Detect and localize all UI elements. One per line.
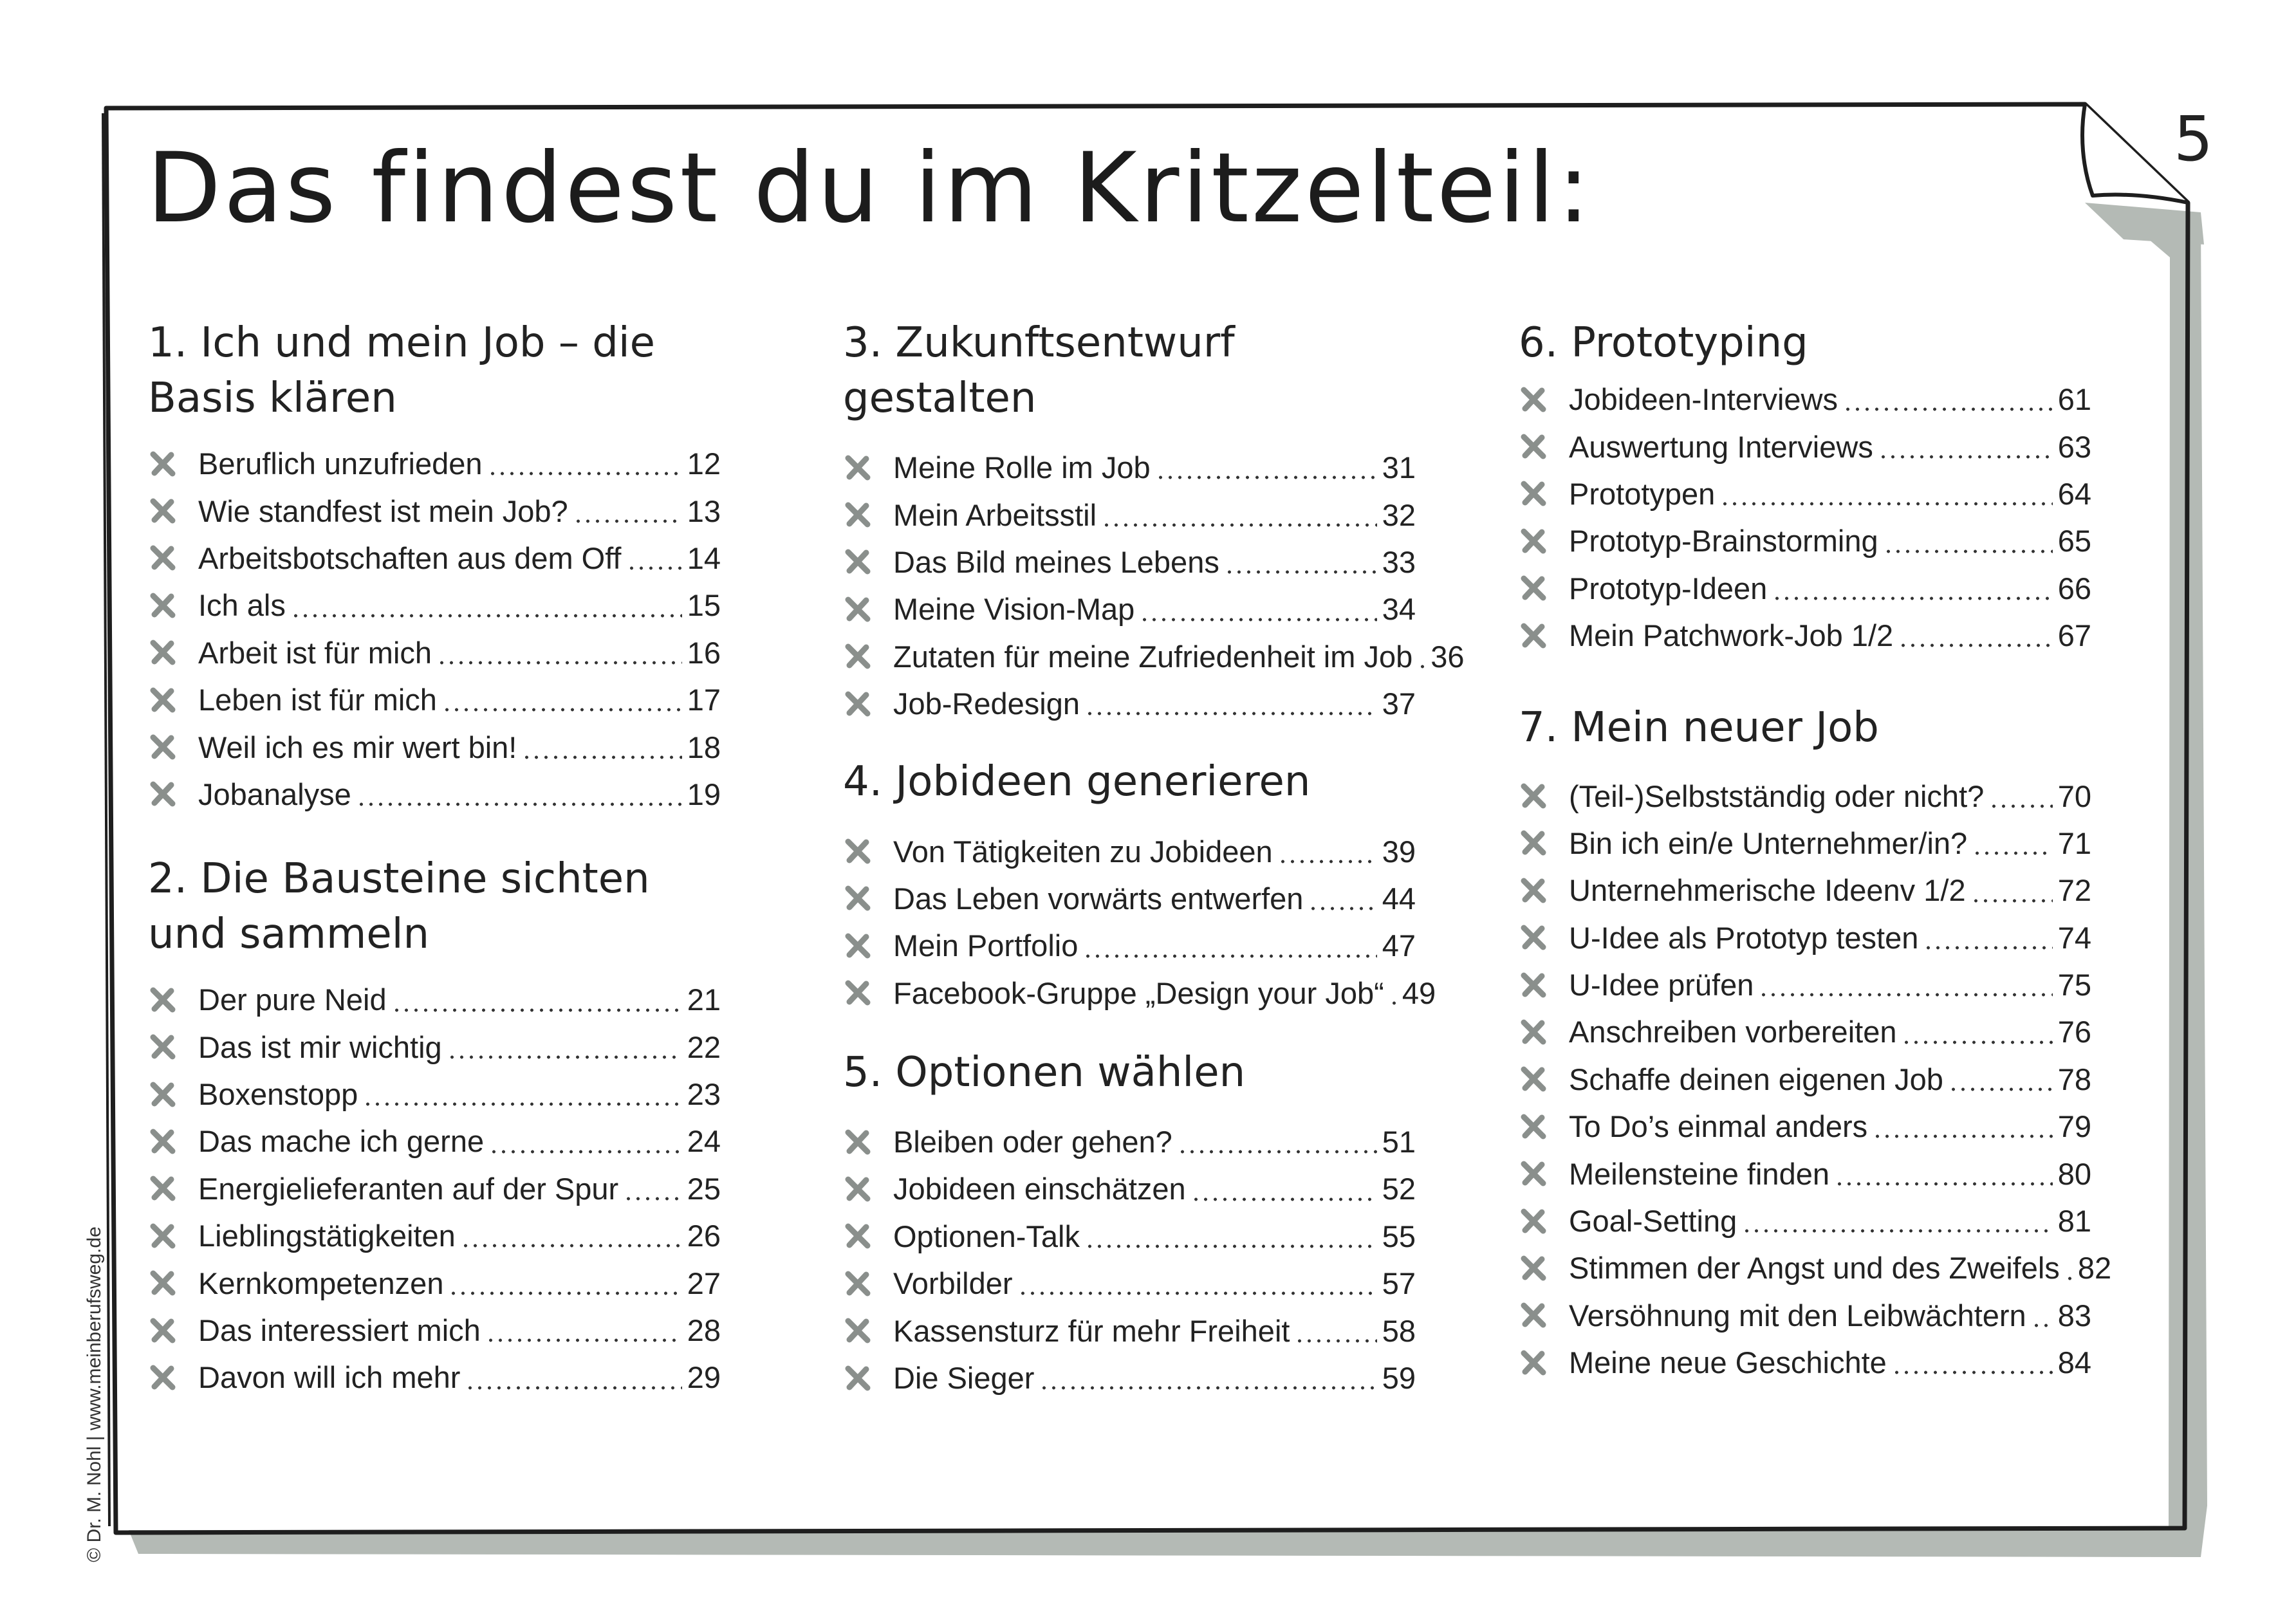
page-title: Das findest du im Kritzelteil: bbox=[147, 133, 1593, 245]
dot-leader bbox=[1308, 907, 1376, 910]
toc-list bbox=[148, 976, 721, 1401]
item-title: Mein Patchwork-Job 1/2 bbox=[1569, 618, 1894, 653]
check-x-icon bbox=[148, 543, 178, 573]
item-title: Beruflich unzufrieden bbox=[198, 447, 483, 481]
toc-list bbox=[148, 440, 721, 818]
toc-item[interactable] bbox=[148, 771, 721, 818]
toc-item[interactable] bbox=[148, 535, 721, 582]
item-page-number: 17 bbox=[687, 683, 721, 717]
toc-item[interactable] bbox=[1519, 470, 2091, 517]
check-x-icon bbox=[148, 1032, 178, 1062]
check-x-icon bbox=[843, 1174, 873, 1204]
dot-leader bbox=[486, 1338, 682, 1342]
item-title: Energielieferanten auf der Spur bbox=[198, 1171, 619, 1206]
toc-item[interactable] bbox=[843, 491, 1416, 538]
item-page-number: 80 bbox=[2057, 1156, 2091, 1191]
item-title: (Teil-)Selbstständig oder nicht? bbox=[1569, 779, 1985, 813]
check-x-icon bbox=[843, 931, 873, 961]
toc-item[interactable] bbox=[843, 444, 1416, 491]
dot-leader bbox=[1972, 851, 2053, 855]
toc-item[interactable] bbox=[1519, 1150, 2091, 1197]
item-page-number: 71 bbox=[2057, 826, 2091, 860]
item-page-number: 34 bbox=[1382, 592, 1416, 627]
page-number: 5 bbox=[2174, 103, 2214, 175]
item-page-number: 16 bbox=[687, 635, 721, 670]
check-x-icon bbox=[1519, 1300, 1548, 1330]
item-page-number: 67 bbox=[2057, 618, 2091, 653]
toc-item[interactable] bbox=[843, 680, 1416, 727]
dot-leader bbox=[449, 1291, 681, 1295]
dot-leader bbox=[1295, 1339, 1376, 1343]
item-title: Leben ist für mich bbox=[198, 683, 437, 717]
item-title: Davon will ich mehr bbox=[198, 1360, 461, 1395]
item-title: Bin ich ein/e Unternehmer/in? bbox=[1569, 826, 1968, 860]
item-page-number: 52 bbox=[1382, 1172, 1416, 1206]
column-3 bbox=[1519, 315, 2112, 1386]
dot-leader bbox=[627, 566, 682, 570]
dot-leader bbox=[356, 802, 682, 806]
dot-leader bbox=[2032, 1324, 2053, 1327]
item-title: Jobideen einschätzen bbox=[893, 1172, 1186, 1206]
toc-item[interactable] bbox=[1519, 1008, 2091, 1055]
copyright-notice: © Dr. M. Nohl | www.meinberufsweg.de bbox=[84, 1226, 105, 1562]
item-page-number: 49 bbox=[1402, 975, 1436, 1010]
check-x-icon bbox=[1519, 526, 1548, 556]
toc-item[interactable] bbox=[148, 1212, 721, 1259]
check-x-icon bbox=[148, 1080, 178, 1109]
check-x-icon bbox=[148, 779, 178, 809]
section-4 bbox=[843, 754, 1436, 1017]
item-page-number: 19 bbox=[687, 777, 721, 811]
column-2 bbox=[843, 315, 1465, 1401]
check-x-icon bbox=[1519, 781, 1548, 811]
item-title: Kassensturz für mehr Freiheit bbox=[893, 1313, 1290, 1348]
dot-leader bbox=[1178, 1150, 1377, 1154]
item-page-number: 61 bbox=[2057, 382, 2091, 417]
dot-leader bbox=[573, 519, 682, 523]
item-title: Das Leben vorwärts entwerfen bbox=[893, 881, 1304, 916]
item-title: Bleiben oder gehen? bbox=[893, 1125, 1172, 1159]
toc-item[interactable] bbox=[843, 1354, 1416, 1401]
toc-item[interactable] bbox=[1519, 1197, 2091, 1244]
toc-item[interactable] bbox=[1519, 820, 2091, 867]
item-page-number: 33 bbox=[1382, 544, 1416, 579]
item-title: U-Idee als Prototyp testen bbox=[1569, 920, 1919, 955]
check-x-icon bbox=[1519, 1348, 1548, 1378]
check-x-icon bbox=[1519, 573, 1548, 603]
item-title: Anschreiben vorbereiten bbox=[1569, 1015, 1897, 1049]
dot-leader bbox=[1720, 502, 2052, 506]
item-title: Ich als bbox=[198, 588, 286, 623]
toc-list bbox=[1519, 376, 2091, 659]
item-title: Schaffe deinen eigenen Job bbox=[1569, 1062, 1943, 1096]
item-page-number: 13 bbox=[687, 494, 721, 528]
item-title: Meilensteine finden bbox=[1569, 1156, 1829, 1191]
check-x-icon bbox=[1519, 828, 1548, 858]
item-page-number: 63 bbox=[2057, 429, 2091, 464]
item-page-number: 39 bbox=[1382, 834, 1416, 869]
item-title: Jobideen-Interviews bbox=[1569, 382, 1838, 417]
item-page-number: 22 bbox=[687, 1029, 721, 1064]
toc-item[interactable] bbox=[843, 633, 1465, 680]
item-page-number: 44 bbox=[1382, 881, 1416, 916]
toc-item[interactable] bbox=[1519, 914, 2091, 961]
item-page-number: 24 bbox=[687, 1124, 721, 1159]
column-1 bbox=[148, 315, 721, 1401]
toc-list bbox=[1519, 772, 2112, 1386]
check-x-icon bbox=[1519, 1253, 1548, 1283]
item-page-number: 47 bbox=[1382, 928, 1416, 963]
item-page-number: 81 bbox=[2057, 1204, 2091, 1239]
check-x-icon bbox=[148, 1316, 178, 1345]
section-7 bbox=[1519, 700, 2112, 1386]
dot-leader bbox=[1225, 570, 1377, 574]
check-x-icon bbox=[148, 1268, 178, 1298]
item-title: Das Bild meines Lebens bbox=[893, 544, 1219, 579]
dot-leader bbox=[363, 1102, 681, 1106]
dot-leader bbox=[1759, 993, 2052, 997]
check-x-icon bbox=[843, 836, 873, 866]
section-title: 1. Ich und mein Job – die Basis klären bbox=[148, 319, 655, 422]
dot-leader bbox=[1140, 618, 1376, 622]
dot-leader bbox=[1772, 596, 2052, 600]
toc-list bbox=[843, 444, 1465, 727]
dot-leader bbox=[1742, 1229, 2052, 1233]
item-title: Das interessiert mich bbox=[198, 1313, 481, 1348]
toc-item[interactable] bbox=[148, 1307, 721, 1354]
item-page-number: 37 bbox=[1382, 687, 1416, 721]
check-x-icon bbox=[843, 978, 873, 1008]
dot-leader bbox=[437, 661, 682, 665]
toc-item[interactable] bbox=[1519, 867, 2091, 914]
item-page-number: 78 bbox=[2057, 1062, 2091, 1096]
toc-item[interactable] bbox=[843, 1260, 1416, 1307]
dot-leader bbox=[1884, 549, 2053, 553]
item-title: Die Sieger bbox=[893, 1361, 1035, 1396]
dot-leader bbox=[1949, 1087, 2053, 1091]
item-page-number: 64 bbox=[2057, 476, 2091, 511]
toc-item[interactable] bbox=[1519, 961, 2091, 1008]
check-x-icon bbox=[1519, 1112, 1548, 1141]
item-title: U-Idee prüfen bbox=[1569, 968, 1754, 1002]
dot-leader bbox=[1902, 1040, 2052, 1044]
item-page-number: 57 bbox=[1382, 1266, 1416, 1301]
item-title: Optionen-Talk bbox=[893, 1219, 1080, 1253]
toc-item[interactable] bbox=[843, 539, 1416, 586]
check-x-icon bbox=[148, 985, 178, 1015]
item-title: Stimmen der Angst und des Zweifels bbox=[1569, 1251, 2060, 1286]
dot-leader bbox=[1102, 523, 1377, 527]
item-title: To Do’s einmal anders bbox=[1569, 1109, 1868, 1144]
toc-item[interactable] bbox=[843, 1307, 1416, 1354]
dot-leader bbox=[1085, 1244, 1377, 1248]
item-title: Prototyp-Brainstorming bbox=[1569, 524, 1878, 558]
check-x-icon bbox=[148, 638, 178, 667]
toc-item[interactable] bbox=[843, 827, 1416, 874]
check-x-icon bbox=[1519, 970, 1548, 1000]
check-x-icon bbox=[843, 595, 873, 624]
check-x-icon bbox=[1519, 1064, 1548, 1094]
item-page-number: 76 bbox=[2057, 1015, 2091, 1049]
dot-leader bbox=[1191, 1197, 1377, 1201]
dot-leader bbox=[291, 614, 682, 618]
item-page-number: 23 bbox=[687, 1077, 721, 1112]
section-title: 6. Prototyping bbox=[1519, 319, 1808, 367]
dot-leader bbox=[442, 708, 682, 712]
toc-list bbox=[843, 1118, 1416, 1401]
item-title: Versöhnung mit den Leibwächtern bbox=[1569, 1298, 2026, 1333]
check-x-icon bbox=[148, 732, 178, 762]
item-title: Prototyp-Ideen bbox=[1569, 571, 1768, 605]
item-title: Job-Redesign bbox=[893, 687, 1080, 721]
check-x-icon bbox=[148, 1174, 178, 1203]
dot-leader bbox=[447, 1055, 682, 1059]
item-title: Weil ich es mir wert bin! bbox=[198, 730, 517, 764]
section-title: 7. Mein neuer Job bbox=[1519, 704, 1879, 752]
item-page-number: 51 bbox=[1382, 1125, 1416, 1159]
dot-leader bbox=[1389, 1001, 1397, 1005]
dot-leader bbox=[1083, 954, 1376, 958]
check-x-icon bbox=[1519, 923, 1548, 952]
check-x-icon bbox=[1519, 1206, 1548, 1236]
check-x-icon bbox=[1519, 621, 1548, 651]
toc-item[interactable] bbox=[843, 1165, 1416, 1212]
toc-item[interactable] bbox=[843, 875, 1416, 922]
item-page-number: 21 bbox=[687, 983, 721, 1017]
toc-list bbox=[843, 827, 1436, 1017]
item-page-number: 58 bbox=[1382, 1313, 1416, 1348]
dot-leader bbox=[1878, 455, 2053, 459]
dot-leader bbox=[1989, 804, 2052, 808]
item-page-number: 15 bbox=[687, 588, 721, 623]
dot-leader bbox=[1039, 1386, 1376, 1390]
check-x-icon bbox=[843, 1269, 873, 1298]
item-page-number: 74 bbox=[2057, 920, 2091, 955]
item-title: Der pure Neid bbox=[198, 983, 387, 1017]
dot-leader bbox=[1835, 1182, 2053, 1186]
check-x-icon bbox=[1519, 1017, 1548, 1047]
item-page-number: 70 bbox=[2057, 779, 2091, 813]
dot-leader bbox=[1418, 665, 1425, 669]
item-page-number: 28 bbox=[687, 1313, 721, 1348]
dot-leader bbox=[488, 472, 682, 475]
item-page-number: 72 bbox=[2057, 873, 2091, 908]
item-page-number: 12 bbox=[687, 447, 721, 481]
section-5 bbox=[843, 1045, 1416, 1401]
item-title: Unternehmerische Ideenv 1/2 bbox=[1569, 873, 1966, 908]
dot-leader bbox=[489, 1150, 682, 1154]
toc-item[interactable] bbox=[843, 1213, 1416, 1260]
toc-item[interactable] bbox=[148, 1165, 721, 1212]
toc-item[interactable] bbox=[148, 487, 721, 534]
dot-leader bbox=[2065, 1277, 2073, 1280]
item-title: Von Tätigkeiten zu Jobideen bbox=[893, 834, 1273, 869]
check-x-icon bbox=[148, 591, 178, 620]
item-page-number: 31 bbox=[1382, 450, 1416, 485]
item-title: Das ist mir wichtig bbox=[198, 1029, 442, 1064]
item-page-number: 14 bbox=[687, 540, 721, 575]
section-2 bbox=[148, 851, 721, 1401]
check-x-icon bbox=[148, 1363, 178, 1392]
dot-leader bbox=[1873, 1134, 2053, 1138]
toc-item[interactable] bbox=[148, 1259, 721, 1306]
item-title: Boxenstopp bbox=[198, 1077, 358, 1112]
check-x-icon bbox=[1519, 1159, 1548, 1188]
item-page-number: 83 bbox=[2057, 1298, 2091, 1333]
page-curl-icon bbox=[2082, 104, 2188, 203]
dot-leader bbox=[1156, 475, 1377, 479]
section-title: 4. Jobideen generieren bbox=[843, 758, 1311, 806]
section-6 bbox=[1519, 315, 2091, 659]
toc-item[interactable] bbox=[1519, 565, 2091, 612]
toc-item[interactable] bbox=[148, 629, 721, 676]
check-x-icon bbox=[148, 1221, 178, 1251]
item-title: Das mache ich gerne bbox=[198, 1124, 485, 1159]
toc-item[interactable] bbox=[1519, 1103, 2091, 1150]
check-x-icon bbox=[1519, 876, 1548, 905]
toc-item[interactable] bbox=[148, 676, 721, 723]
toc-item[interactable] bbox=[1519, 376, 2091, 423]
item-title: Kernkompetenzen bbox=[198, 1266, 444, 1300]
item-page-number: 79 bbox=[2057, 1109, 2091, 1144]
toc-item[interactable] bbox=[1519, 1056, 2091, 1103]
item-page-number: 27 bbox=[687, 1266, 721, 1300]
item-title: Goal-Setting bbox=[1569, 1204, 1737, 1239]
check-x-icon bbox=[1519, 432, 1548, 461]
item-page-number: 32 bbox=[1382, 497, 1416, 532]
toc-item[interactable] bbox=[1519, 612, 2091, 659]
check-x-icon bbox=[148, 685, 178, 715]
check-x-icon bbox=[843, 547, 873, 577]
toc-item[interactable] bbox=[843, 1118, 1416, 1165]
item-page-number: 25 bbox=[687, 1171, 721, 1206]
item-title: Vorbilder bbox=[893, 1266, 1013, 1301]
item-page-number: 18 bbox=[687, 730, 721, 764]
dot-leader bbox=[1843, 407, 2053, 411]
toc-item[interactable] bbox=[148, 1354, 721, 1401]
section-title: 3. Zukunftsentwurf gestalten bbox=[843, 319, 1235, 422]
toc-item[interactable] bbox=[148, 976, 721, 1023]
item-title: Facebook-Gruppe „Design your Job“ bbox=[893, 975, 1384, 1010]
item-title: Auswertung Interviews bbox=[1569, 429, 1873, 464]
toc-item[interactable] bbox=[148, 582, 721, 629]
check-x-icon bbox=[843, 689, 873, 719]
check-x-icon bbox=[843, 1316, 873, 1345]
item-title: Lieblingstätigkeiten bbox=[198, 1219, 456, 1253]
toc-item[interactable] bbox=[148, 1071, 721, 1118]
item-title: Jobanalyse bbox=[198, 777, 351, 811]
item-title: Meine Rolle im Job bbox=[893, 450, 1151, 485]
item-title: Arbeit ist für mich bbox=[198, 635, 432, 670]
dot-leader bbox=[1923, 946, 2052, 950]
check-x-icon bbox=[843, 453, 873, 483]
toc-item[interactable] bbox=[148, 1118, 721, 1165]
item-title: Mein Portfolio bbox=[893, 928, 1079, 963]
item-title: Zutaten für meine Zufriedenheit im Job bbox=[893, 639, 1413, 674]
item-title: Prototypen bbox=[1569, 476, 1716, 511]
item-page-number: 84 bbox=[2057, 1345, 2091, 1380]
item-page-number: 29 bbox=[687, 1360, 721, 1395]
section-title: 2. Die Bausteine sichten und sammeln bbox=[148, 855, 650, 959]
item-title: Wie standfest ist mein Job? bbox=[198, 494, 568, 528]
item-title: Arbeitsbotschaften aus dem Off bbox=[198, 540, 622, 575]
toc-item[interactable] bbox=[843, 922, 1416, 969]
dot-leader bbox=[1018, 1291, 1377, 1295]
toc-item[interactable] bbox=[1519, 517, 2091, 564]
dot-leader bbox=[1085, 712, 1377, 715]
toc-item[interactable] bbox=[148, 440, 721, 487]
item-page-number: 65 bbox=[2057, 524, 2091, 558]
item-page-number: 82 bbox=[2077, 1251, 2112, 1286]
check-x-icon bbox=[843, 1363, 873, 1393]
check-x-icon bbox=[148, 1127, 178, 1156]
toc-item[interactable] bbox=[1519, 423, 2091, 470]
item-page-number: 59 bbox=[1382, 1361, 1416, 1396]
toc-item[interactable] bbox=[843, 586, 1416, 632]
check-x-icon bbox=[148, 496, 178, 526]
dot-leader bbox=[1278, 860, 1377, 863]
section-1 bbox=[148, 315, 721, 818]
dot-leader bbox=[1898, 643, 2053, 647]
toc-item[interactable] bbox=[1519, 1339, 2091, 1386]
toc-item[interactable] bbox=[1519, 1292, 2091, 1339]
check-x-icon bbox=[843, 883, 873, 913]
dot-leader bbox=[392, 1008, 682, 1012]
dot-leader bbox=[522, 755, 681, 759]
dot-leader bbox=[1892, 1370, 2053, 1374]
toc-item[interactable] bbox=[1519, 1244, 2112, 1291]
item-page-number: 55 bbox=[1382, 1219, 1416, 1253]
check-x-icon bbox=[148, 449, 178, 479]
item-title: Meine Vision-Map bbox=[893, 592, 1135, 627]
check-x-icon bbox=[1519, 385, 1548, 414]
check-x-icon bbox=[843, 641, 873, 671]
toc-item[interactable] bbox=[148, 723, 721, 770]
check-x-icon bbox=[843, 500, 873, 530]
item-page-number: 36 bbox=[1431, 639, 1465, 674]
item-title: Meine neue Geschichte bbox=[1569, 1345, 1887, 1380]
check-x-icon bbox=[843, 1127, 873, 1157]
dot-leader bbox=[624, 1197, 682, 1201]
toc-item[interactable] bbox=[148, 1024, 721, 1071]
dot-leader bbox=[461, 1244, 682, 1248]
item-page-number: 26 bbox=[687, 1219, 721, 1253]
item-title: Mein Arbeitsstil bbox=[893, 497, 1097, 532]
toc-item[interactable] bbox=[843, 970, 1436, 1017]
check-x-icon bbox=[1519, 479, 1548, 508]
check-x-icon bbox=[843, 1221, 873, 1251]
toc-item[interactable] bbox=[1519, 772, 2091, 819]
item-page-number: 66 bbox=[2057, 571, 2091, 605]
section-3 bbox=[843, 315, 1465, 727]
dot-leader bbox=[465, 1386, 681, 1390]
dot-leader bbox=[1971, 899, 2053, 903]
section-title: 5. Optionen wählen bbox=[843, 1048, 1246, 1096]
item-page-number: 75 bbox=[2057, 968, 2091, 1002]
